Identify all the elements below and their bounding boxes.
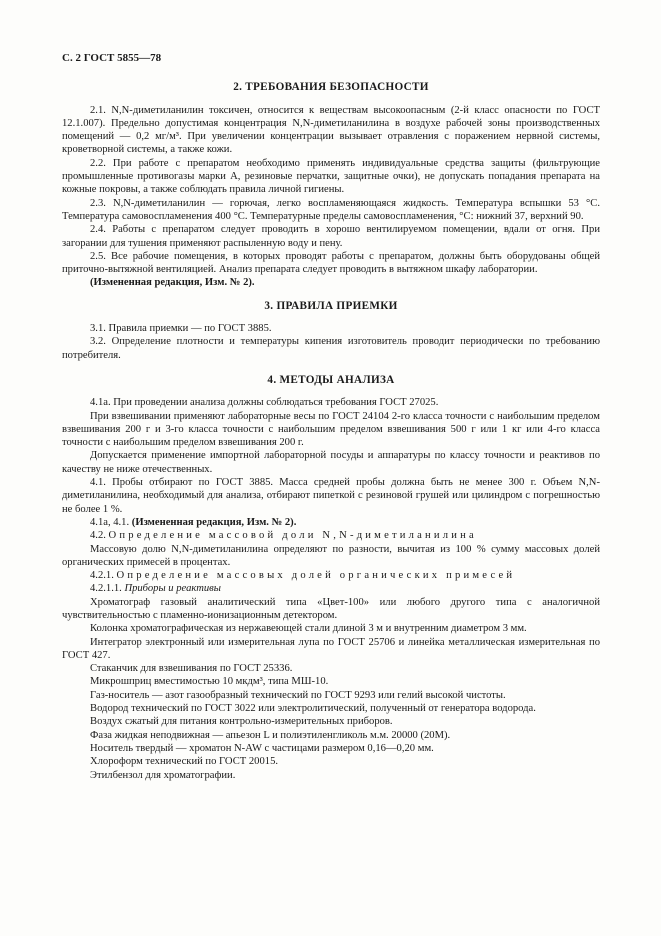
paragraph-air: Воздух сжатый для питания контрольно-измерительных приборов.: [90, 716, 393, 728]
paragraph-imported: Допускается применение импортной лабораторной посуды и аппаратуры по классу точности и реактивов по качеству не ниже отечественных.: [62, 450, 600, 475]
paragraph-chloroform: Хлороформ технический по ГОСТ 20015.: [90, 756, 279, 768]
paragraph-3-2: 3.2. Определение плотности и температуры кипения изготовитель проводит периодически по требованию потребителя.: [62, 336, 600, 361]
paragraph-4-2: [62, 529, 600, 542]
amendment-note-4: (Измененная редакция, Изм. № 2).: [131, 516, 297, 528]
paragraph-2-2: 2.2. При работе с препаратом необходимо применять индивидуальные средства защиты (фильтрующие промышленные противогазы марки А, резиновые перчатки, защитные очки), не допускать попадания препарата на кожные покровы, а также соблюдать правила личной гигиены.: [62, 157, 600, 196]
paragraph-integrator: Интегратор электронный или измерительная лупа по ГОСТ 25706 и линейка металлическая измерительная по ГОСТ 427.: [62, 636, 600, 661]
clause-number: 4.2.1.: [90, 570, 114, 582]
paragraph-4-1: 4.1. Пробы отбирают по ГОСТ 3885. Масса средней пробы должна быть не менее 300 г. Объем N,N-диметиланилина, необходимый для анализа, отбирают пипеткой с резиновой грушей или цилиндром с погрешностью не более 1 %.: [62, 477, 600, 515]
paragraph-2-1: 2.1. N,N-диметиланилин токсичен, относится к веществам высокоопасным (2-й класс опасности по ГОСТ 12.1.007). Предельно допустимая концентрация N,N-диметиланилина в воздухе рабочей зоны производственных помещений — 0,2 мг/м³. При увеличении концентрации вызывает отравления с поражением нервной системы, кроветворной системы, а также кожи.: [62, 104, 600, 156]
clause-title-italic: Приборы и реактивы: [124, 583, 221, 595]
paragraph-ethylbenzene: Этилбензол для хроматографии.: [90, 769, 236, 781]
paragraph-microsyringe: Микрошприц вместимостью 10 мкдм³, типа МШ-10.: [90, 676, 329, 688]
paragraph-2-4: 2.4. Работы с препаратом следует проводить в хорошо вентилируемом помещении, вдали от огня. При загорании для тушения применяют распыленную воду и пену.: [62, 224, 600, 249]
paragraph-4-2-1-1: [62, 582, 600, 595]
paragraph-carrier-gas: Газ-носитель — азот газообразный технический по ГОСТ 9293 или гелий высокой чистоты.: [90, 689, 506, 701]
amendment-prefix: 4.1а, 4.1.: [90, 516, 130, 528]
clause-title-spaced: Определение массовой доли N,N-диметиланилина: [108, 530, 477, 542]
paragraph-mass-fraction: Массовую долю N,N-диметиланилина определяют по разности, вычитая из 100 % сумму массовых долей органических примесей в процентах.: [62, 543, 600, 568]
amendment-note-2: (Измененная редакция, Изм. № 2).: [90, 277, 255, 289]
paragraph-liquid-phase: Фаза жидкая неподвижная — апьезон L и полиэтиленгликоль м.м. 20000 (20М).: [90, 729, 451, 741]
page-header: С. 2 ГОСТ 5855—78: [62, 52, 162, 64]
section-2-title: 2. ТРЕБОВАНИЯ БЕЗОПАСНОСТИ: [233, 81, 429, 94]
paragraph-hydrogen: Водород технический по ГОСТ 3022 или электролитический, полученный от генератора водорода.: [90, 703, 536, 715]
clause-number: 4.2.: [90, 530, 106, 542]
paragraph-weighing: При взвешивании применяют лабораторные весы по ГОСТ 24104 2-го класса точности с наибольшим пределом взвешивания 200 г и 3-го класса точности с наибольшим пределом взвешивания 500 г или 1 кг или 4-го класса точности с наибольшим пределом взвешивания 200 г.: [62, 410, 600, 449]
clause-title-spaced: Определение массовых долей органических примесей: [116, 570, 516, 582]
paragraph-weighing-cup: Стаканчик для взвешивания по ГОСТ 25336.: [90, 663, 293, 675]
paragraph-2-3: 2.3. N,N-диметиланилин — горючая, легко воспламеняющаяся жидкость. Температура вспышки 53 °С. Температура самовоспламенения 400 °С. Температурные пределы самовоспламенения, °С: нижний 37, верхний 90.: [62, 197, 600, 222]
paragraph-4-1a: 4.1а. При проведении анализа должны соблюдаться требования ГОСТ 27025.: [90, 397, 439, 409]
section-4-title: 4. МЕТОДЫ АНАЛИЗА: [267, 373, 395, 386]
paragraph-amendment-4-1: [62, 516, 600, 529]
section-3-title: 3. ПРАВИЛА ПРИЕМКИ: [264, 299, 398, 312]
paragraph-3-1: 3.1. Правила приемки — по ГОСТ 3885.: [90, 323, 272, 335]
paragraph-2-5: 2.5. Все рабочие помещения, в которых проводят работы с препаратом, должны быть оборудованы общей приточно-вытяжной вентиляцией. Анализ препарата следует проводить в вытяжном шкафу лаборатории.: [62, 250, 600, 276]
paragraph-4-2-1: [62, 569, 600, 582]
page-content: [62, 52, 600, 782]
clause-number: 4.2.1.1.: [90, 583, 122, 595]
paragraph-column: Колонка хроматографическая из нержавеющей стали длиной 3 м и внутренним диаметром 3 мм.: [90, 623, 527, 635]
paragraph-solid-carrier: Носитель твердый — хроматон N-AW с частицами размером 0,16—0,20 мм.: [90, 742, 434, 754]
paragraph-chromatograph: Хроматограф газовый аналитический типа «Цвет-100» или любого другого типа с аналогичной чувствительностью с пламенно-ионизационным детектором.: [62, 596, 600, 621]
